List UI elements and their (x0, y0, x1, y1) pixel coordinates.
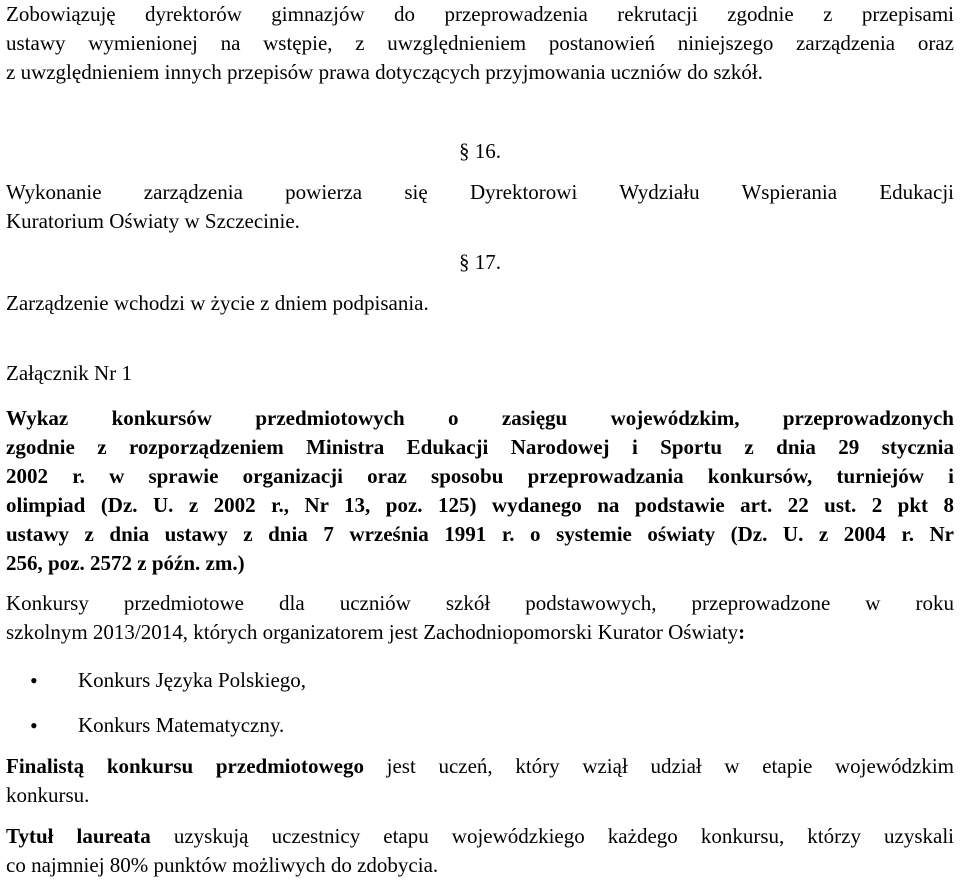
laureate-paragraph (6, 822, 954, 880)
bullet-icon: • (30, 668, 38, 693)
text-line: zgodnie z rozporządzeniem Ministra Edukacji Narodowej i Sportu z dnia 29 stycznia (6, 435, 954, 459)
finalist-definition: jest uczeń, który wziął udział w etapie wojewódzkim (364, 754, 954, 778)
text-line: z uwzględnieniem innych przepisów prawa dotyczących przyjmowania uczniów do szkół. (6, 60, 763, 84)
contests-intro-colon: : (738, 620, 746, 644)
contests-intro (6, 589, 954, 647)
bullet-icon: • (30, 713, 38, 738)
text-line: 256, poz. 2572 z późn. zm.) (6, 551, 245, 575)
finalist-term: Finalistą konkursu przedmiotowego (6, 754, 364, 778)
text-line: ustawy z dnia ustawy z dnia 7 września 1991 r. o systemie oświaty (Dz. U. z 2004 r. Nr (6, 522, 954, 546)
text-line: Konkursy przedmiotowe dla uczniów szkół podstawowych, przeprowadzone w roku (6, 591, 954, 615)
text-line: Zobowiązuję dyrektorów gimnazjów do przeprowadzenia rekrutacji zgodnie z przepisami (6, 2, 954, 26)
text-line: Kuratorium Oświaty w Szczecinie. (6, 209, 300, 233)
text-line: konkursu. (6, 783, 90, 807)
text-line: 2002 r. w sprawie organizacji oraz sposobu przeprowadzania konkursów, turniejów i (6, 464, 954, 488)
contest-name: Konkurs Matematyczny. (78, 713, 285, 737)
section-16-heading: § 16. (459, 139, 501, 163)
finalist-paragraph (6, 752, 954, 810)
text-line: olimpiad (Dz. U. z 2002 r., Nr 13, poz. 125) wydanego na podstawie art. 22 ust. 2 pkt 8 (6, 493, 954, 517)
annex-title: Załącznik Nr 1 (6, 361, 132, 385)
contests-list (6, 666, 954, 740)
text-line (6, 752, 954, 781)
contest-name: Konkurs Języka Polskiego, (78, 668, 307, 692)
text-line (6, 822, 954, 851)
text-line: Wykonanie zarządzenia powierza się Dyrektorowi Wydziału Wspierania Edukacji (6, 180, 954, 204)
text-line (6, 618, 954, 647)
contests-intro-text: szkolnym 2013/2014, których organizatorem jest Zachodniopomorski Kurator Oświaty (6, 620, 739, 644)
list-item (6, 711, 954, 740)
section-16-paragraph (6, 178, 954, 236)
section-17-heading: § 17. (459, 250, 501, 274)
section-17-text: Zarządzenie wchodzi w życie z dniem podpisania. (6, 291, 429, 315)
intro-paragraph (6, 0, 954, 87)
document-page (6, 0, 954, 880)
text-line: ustawy wymienionej na wstępie, z uwzględnieniem postanowień niniejszego zarządzenia oraz (6, 31, 954, 55)
text-line: co najmniej 80% punktów możliwych do zdobycia. (6, 853, 439, 877)
laureate-definition: uzyskują uczestnicy etapu wojewódzkiego każdego konkursu, którzy uzyskali (150, 824, 954, 848)
text-line: Wykaz konkursów przedmiotowych o zasięgu wojewódzkim, przeprowadzonych (6, 406, 954, 430)
annex-description (6, 404, 954, 578)
laureate-term: Tytuł laureata (6, 824, 151, 848)
list-item (6, 666, 954, 695)
